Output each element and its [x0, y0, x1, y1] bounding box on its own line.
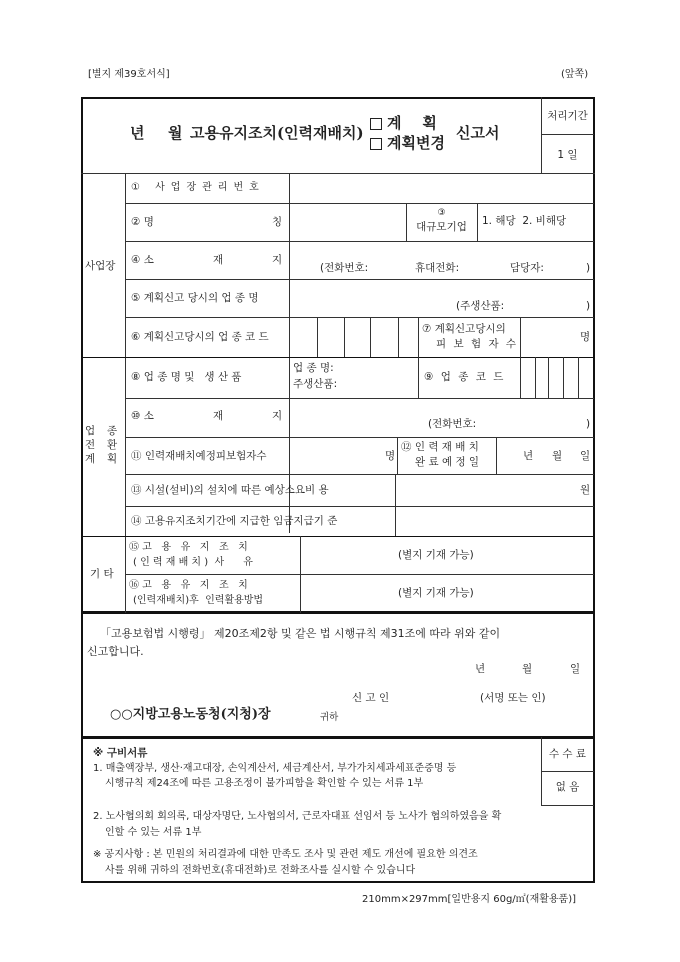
completion-date-input[interactable] [497, 438, 593, 473]
field-label-location: ⑩ 소 [131, 410, 154, 422]
section-other-label: 기 타 [90, 568, 114, 580]
divider [125, 574, 594, 575]
main-product-label: 주생산품: [293, 378, 338, 390]
field-label-completion-date-2: 완 료 예 정 일 [415, 456, 480, 468]
divider [541, 805, 594, 806]
declaration-text: 「고용보험법 시행령」 제20조제2항 및 같은 법 시행규칙 제31조에 따라 위와 같이 [100, 627, 501, 640]
section-workplace-label: 사업장 [85, 260, 116, 272]
declaration-text-end: 신고합니다. [87, 645, 144, 658]
reporter-label: 신 고 인 [352, 692, 390, 704]
location-input[interactable] [290, 399, 593, 436]
main-product-label: (주생산품: [456, 300, 505, 312]
processing-period-value: 1 일 [557, 149, 578, 161]
field-label-utilization-1: ⑯ 고 용 유 지 조 치 [129, 580, 248, 591]
wage-basis-input[interactable] [396, 507, 593, 535]
section-conversion-char: 계 [85, 453, 96, 465]
field-label-address: ④ 소 [131, 254, 154, 266]
phone-label: (전화번호: [320, 262, 369, 274]
industry-name-input[interactable] [290, 280, 593, 316]
form-number: [별지 제39호서식] [88, 69, 170, 80]
relocation-insured-input[interactable] [290, 438, 382, 473]
documents-item-1-cont: 시행규칙 제24조에 따른 고용조정이 불가피함을 확인할 수 있는 서류 1부 [105, 778, 424, 789]
divider [477, 203, 478, 241]
insured-unit: 명 [580, 331, 591, 343]
mobile-label: 휴대전화: [415, 262, 460, 274]
manager-label: 담당자: [510, 262, 544, 274]
insured-count-input[interactable] [521, 318, 579, 356]
section-conversion-char: 업 [85, 425, 96, 437]
field-label-wage-basis: ⑭ 고용유지조치기간에 지급한 임금지급기 준 [131, 515, 338, 527]
date-day-label: 일 [580, 450, 591, 462]
divider [418, 357, 419, 398]
divider [397, 437, 398, 474]
documents-item-2: 2. 노사협의회 회의록, 대상자명단, 노사협의서, 근로자대표 선임서 등 노사가 협의하였음을 확 [93, 811, 502, 822]
field-label-reason-2: ( 인 력 재 배 치 ) 사 유 [133, 557, 253, 568]
title-month: 월 [168, 124, 183, 142]
divider [81, 536, 594, 537]
address-input[interactable] [290, 242, 593, 278]
documents-heading: ※ 구비서류 [93, 747, 148, 759]
documents-item-1: 1. 매출액장부, 생산·재고대장, 손익계산서, 세금계산서, 부가가치세과세표준증명 등 [93, 763, 457, 774]
divider [541, 771, 594, 772]
recipient-suffix: 귀하 [320, 712, 339, 723]
checkbox-plan-change[interactable] [370, 138, 382, 150]
page-side: (앞쪽) [561, 69, 589, 80]
field-label-address-mid: 재 [213, 254, 224, 266]
large-company-number: ③ [437, 208, 446, 218]
date-year-label: 년 [523, 450, 534, 462]
divider [418, 317, 419, 357]
fee-label: 수 수 료 [548, 748, 587, 760]
paren-close: ) [586, 418, 591, 430]
date-month-label: 월 [552, 450, 563, 462]
recipient: ○○지방고용노동청(지청)장 [110, 707, 271, 722]
section-conversion-char: 환 [107, 439, 118, 451]
field-label-name-end: 칭 [272, 216, 283, 228]
paper-spec: 210mm×297mm[일반용지 60g/㎡(재활용품)] [362, 894, 577, 905]
checkbox-plan[interactable] [370, 118, 382, 130]
section-conversion-char: 종 [107, 425, 118, 437]
page-title: 고용유지조치(인력재배치) [190, 124, 364, 142]
field-label-industry-code: ⑨ 업 종 코 드 [424, 371, 506, 383]
section-conversion-char: 획 [107, 453, 118, 465]
documents-item-2-cont: 인할 수 있는 서류 1부 [105, 827, 202, 838]
paren-close: ) [586, 300, 591, 312]
declaration-year: 년 [475, 663, 486, 675]
name-input[interactable] [290, 204, 406, 240]
field-label-completion-date-1: ⑫ 인 력 재 배 치 [401, 441, 479, 453]
fee-value: 없 음 [555, 781, 580, 793]
industry-code-input[interactable] [290, 318, 418, 356]
field-label-name: ② 명 [131, 216, 154, 228]
declaration-month: 월 [522, 663, 533, 675]
industry-name-label: 업 종 명: [293, 362, 334, 374]
field-label-reason-1: ⑮ 고 용 유 지 조 치 [129, 542, 248, 553]
field-label-industry-code-at-plan: ⑥ 계획신고당시의 업 종 코 드 [131, 331, 269, 343]
industry-product-input[interactable] [290, 358, 418, 397]
workplace-number-input[interactable] [290, 174, 593, 202]
signature-label[interactable]: (서명 또는 인) [480, 692, 546, 704]
notice-text: ※ 공지사항 : 본 민원의 처리결과에 대한 만족도 조사 및 관련 제도 개선에 필요한 의견조 [93, 849, 478, 860]
utilization-value[interactable]: (별지 기재 가능) [398, 587, 474, 599]
field-label-industry-product: ⑧ 업 종 명 및 생 산 품 [131, 371, 242, 383]
large-company-options[interactable]: 1. 해당 2. 비해당 [482, 215, 567, 227]
field-label-utilization-2: (인력재배치)후 인력활용방법 [133, 595, 264, 606]
paren-close: ) [586, 262, 591, 274]
reason-value[interactable]: (별지 기재 가능) [398, 549, 474, 561]
field-label-insured-at-plan-1: ⑦ 계획신고당시의 [422, 323, 506, 335]
field-label-relocation-insured: ⑪ 인력재배치예정피보험자수 [131, 450, 267, 462]
title-year: 년 [130, 124, 145, 142]
declaration-day: 일 [570, 663, 581, 675]
option-plan-change[interactable]: 계획변경 [370, 137, 445, 150]
industry-code-input[interactable] [521, 358, 593, 397]
processing-period-label: 처리기간 [547, 110, 588, 122]
field-label-location-mid: 재 [213, 410, 224, 422]
field-label-insured-at-plan-2: 피 보 험 자 수 [436, 338, 519, 350]
notice-text-cont: 사를 위해 귀하의 전화번호(휴대전화)로 전화조사를 실시할 수 있습니다 [105, 865, 416, 876]
relocation-insured-unit: 명 [385, 450, 396, 462]
field-label-facility-cost: ⑬ 시설(설비)의 설치에 따른 예상소요비 용 [131, 484, 329, 496]
facility-cost-input[interactable] [396, 475, 578, 505]
field-label-location-end: 지 [272, 410, 283, 422]
title-suffix: 신고서 [456, 124, 500, 142]
facility-cost-unit: 원 [580, 484, 591, 496]
field-label-address-end: 지 [272, 254, 283, 266]
field-label-workplace-number: ① 사업장관리번호 [131, 182, 265, 193]
divider [125, 173, 126, 613]
option-plan[interactable]: 계 획 [370, 117, 437, 130]
section-conversion-char: 전 [85, 439, 96, 451]
field-label-large-company: 대규모기업 [416, 221, 467, 233]
field-label-industry-at-plan: ⑤ 계획신고 당시의 업 종 명 [131, 292, 259, 304]
divider [541, 134, 594, 135]
phone-label: (전화번호: [428, 418, 477, 430]
